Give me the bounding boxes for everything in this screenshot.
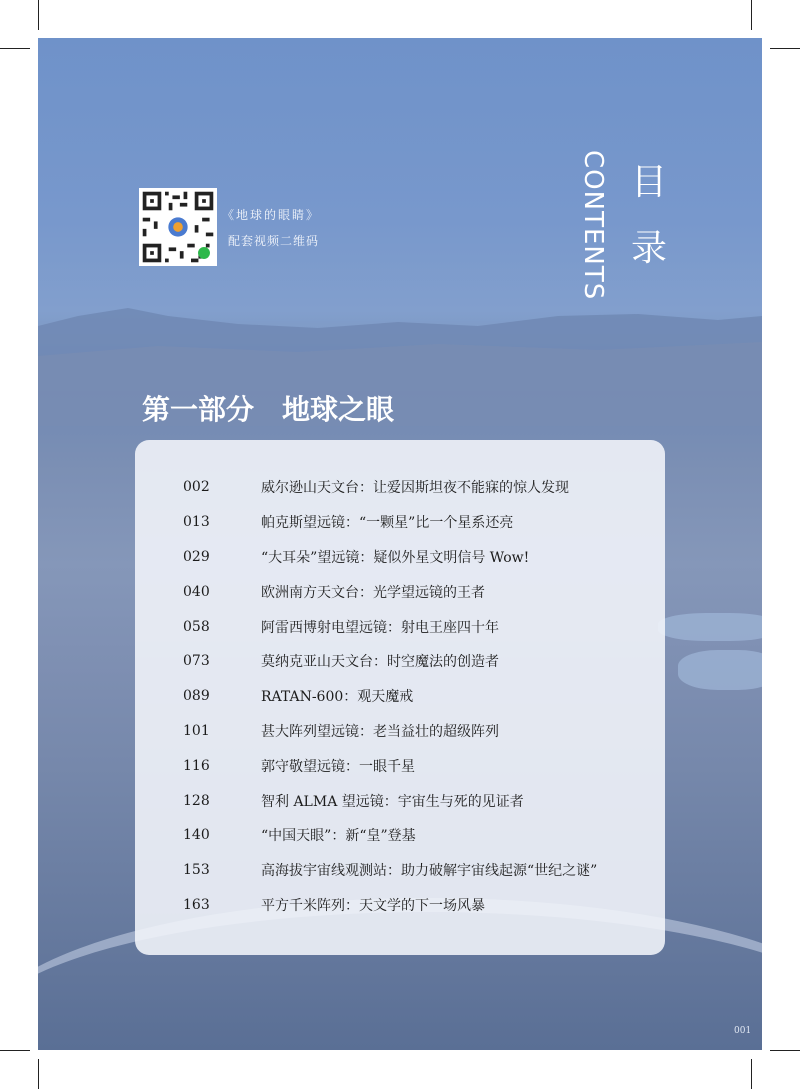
toc-page-number: 163 — [183, 896, 210, 913]
toc-entry[interactable] — [183, 714, 597, 749]
toc-page-number: 089 — [183, 688, 210, 705]
toc-list — [183, 470, 597, 922]
qr-caption-subtitle: 配套视频二维码 — [228, 234, 320, 248]
toc-entry[interactable] — [183, 470, 597, 505]
toc-page-number: 029 — [183, 548, 210, 565]
qr-code-icon — [139, 188, 217, 266]
toc-entry-title: “中国天眼”：新“皇”登基 — [261, 828, 416, 845]
toc-entry[interactable] — [183, 783, 597, 818]
toc-entry-title: 莫纳克亚山天文台：时空魔法的创造者 — [261, 654, 499, 671]
crop-mark — [0, 48, 30, 49]
toc-entry-title: 欧洲南方天文台：光学望远镜的王者 — [261, 584, 485, 601]
toc-page-number: 002 — [183, 479, 210, 496]
crop-mark — [0, 1050, 30, 1051]
toc-page-number: 013 — [183, 514, 210, 531]
qr-caption-title: 《地球的眼睛》 — [222, 208, 321, 222]
crop-mark — [38, 0, 39, 30]
toc-entry[interactable] — [183, 818, 597, 853]
toc-entry-title: 平方千米阵列：天文学的下一场风暴 — [261, 897, 485, 914]
book-page — [38, 38, 762, 1050]
crop-mark — [751, 0, 752, 30]
heading-char: 目 — [630, 162, 667, 203]
crop-mark — [770, 48, 800, 49]
toc-card — [135, 440, 665, 955]
toc-entry[interactable] — [183, 853, 597, 888]
contents-heading-en: CONTENTS — [578, 150, 608, 301]
toc-entry[interactable] — [183, 540, 597, 575]
toc-page-number: 116 — [183, 757, 210, 774]
toc-page-number: 040 — [183, 583, 210, 600]
toc-page-number: 140 — [183, 827, 210, 844]
river — [678, 650, 762, 690]
toc-entry[interactable] — [183, 505, 597, 540]
toc-entry[interactable] — [183, 679, 597, 714]
toc-page-number: 101 — [183, 722, 210, 739]
toc-entry-title: 威尔逊山天文台：让爱因斯坦夜不能寐的惊人发现 — [261, 480, 569, 497]
toc-page-number: 128 — [183, 792, 210, 809]
toc-page-number: 073 — [183, 653, 210, 670]
crop-mark — [770, 1050, 800, 1051]
toc-entry-title: 帕克斯望远镜：“一颗星”比一个星系还亮 — [261, 515, 514, 532]
toc-page-number: 153 — [183, 862, 210, 879]
contents-heading-cn — [624, 150, 674, 282]
toc-entry-title: 甚大阵列望远镜：老当益壮的超级阵列 — [261, 723, 499, 740]
toc-entry-title: RATAN-600：观天魔戒 — [261, 689, 414, 706]
crop-mark — [38, 1059, 39, 1089]
section-title: 第一部分 地球之眼 — [142, 393, 395, 426]
qr-code[interactable] — [139, 188, 217, 266]
toc-entry[interactable] — [183, 748, 597, 783]
toc-entry-title: 阿雷西博射电望远镜：射电王座四十年 — [261, 619, 499, 636]
toc-entry[interactable] — [183, 574, 597, 609]
toc-entry-title: “大耳朵”望远镜：疑似外星文明信号 Wow! — [261, 549, 530, 566]
crop-mark — [751, 1059, 752, 1089]
page-number: 001 — [734, 1026, 752, 1036]
toc-entry-title: 高海拔宇宙线观测站：助力破解宇宙线起源“世纪之谜” — [261, 863, 598, 880]
toc-entry[interactable] — [183, 644, 597, 679]
toc-entry[interactable] — [183, 888, 597, 923]
toc-entry-title: 智利 ALMA 望远镜：宇宙生与死的见证者 — [261, 793, 524, 810]
river — [658, 613, 762, 641]
toc-entry[interactable] — [183, 609, 597, 644]
heading-char: 录 — [630, 228, 667, 269]
toc-page-number: 058 — [183, 618, 210, 635]
toc-entry-title: 郭守敬望远镜：一眼千星 — [261, 758, 415, 775]
